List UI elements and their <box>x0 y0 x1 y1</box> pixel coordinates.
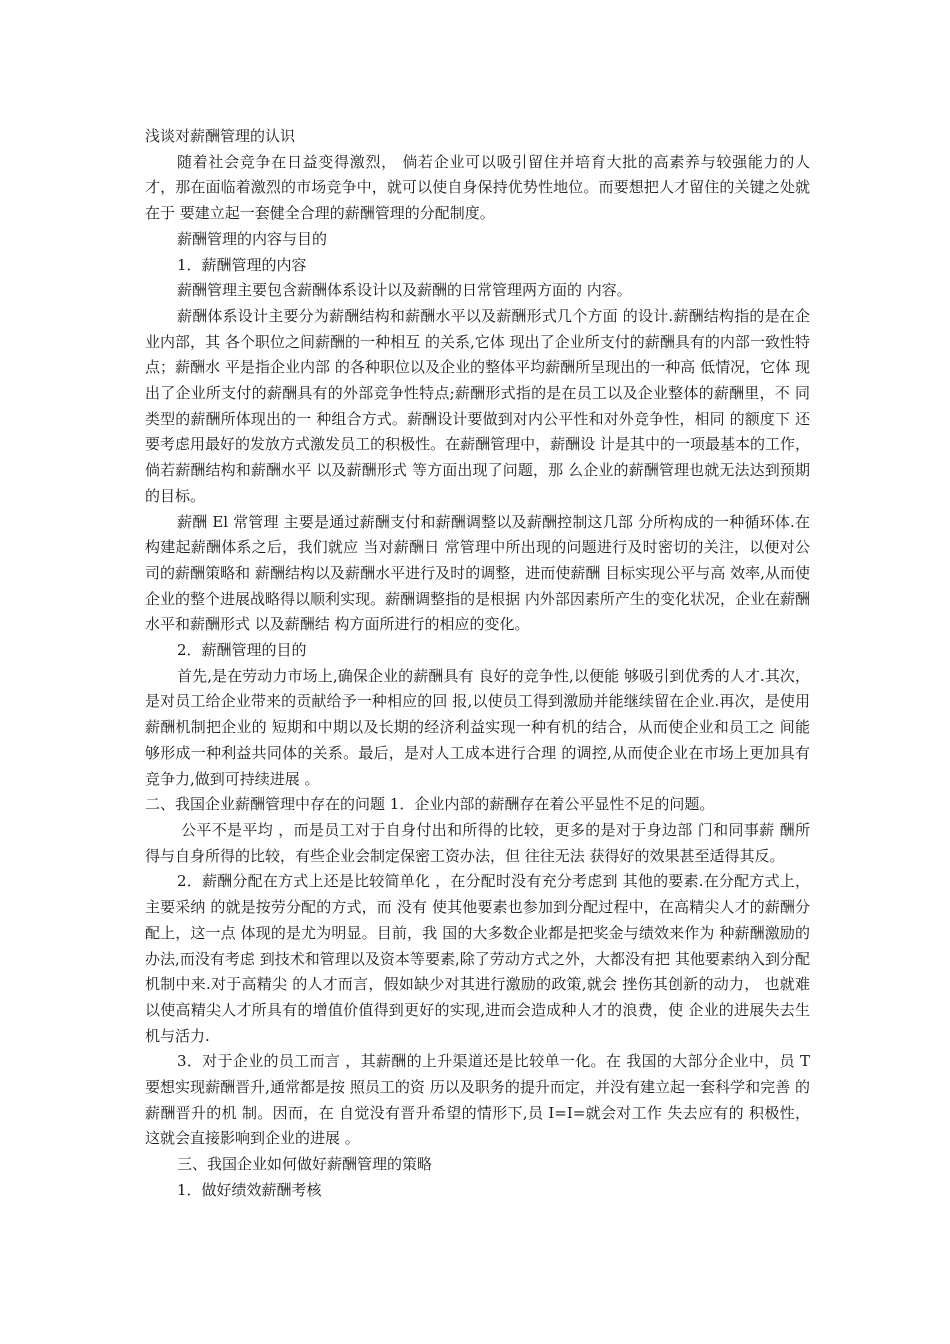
paragraph-fairness: 公平不是平均 ，而是员工对于自身付出和所得的比较，更多的是对于身边部 门和同事薪 酬所得与自身所得的比较，有些企业会制定保密工资办法，但 往往无法 获得好的效果甚至适得其反。 <box>145 820 810 865</box>
section-heading-strategies: 三、我国企业如何做好薪酬管理的策略 <box>177 1155 433 1174</box>
paragraph-purpose: 首先,是在劳动力市场上,确保企业的薪酬具有 良好的竞争性,以便能 够吸引到优秀的人才.其次，是对员工给企业带来的贡献给予一种相应的回 报,以使员工得到激励并能继续留在企业.再次，是使用薪酬机制把企业的 短期和中期以及长期的经济利益实现一种有机的结合，从而使企业和员工之 间能够形成一种利益共同体的关系。最后，是对人工成本进行合理 的调控,从而使企业在市场上更加具有竞争力,做到可持续进展 。 <box>145 666 810 788</box>
subheading-performance: 1．做好绩效薪酬考核 <box>177 1180 322 1199</box>
paragraph-daily-management: 薪酬 El 常管理 主要是通过薪酬支付和薪酬调整以及薪酬控制这几部 分所构成的一种循环体.在构建起薪酬体系之后，我们就应 当对薪酬日 常管理中所出现的问题进行及时密切的关注，以便对公 司的薪酬策略和 薪酬结构以及薪酬水平进行及时的调整，进而使薪酬 目标实现公平与高 效率,从而使 企业的整个进展战略得以顺利实现。薪酬调整指的是根据 内外部因素所产生的变化状况，企业在薪酬水平和薪酬形式 以及薪酬结 构方面所进行的相应的变化。 <box>145 512 810 634</box>
subheading-content: 1．薪酬管理的内容 <box>177 255 307 274</box>
document-page <box>145 124 810 1204</box>
paragraph-content-summary: 薪酬管理主要包含薪酬体系设计以及薪酬的日常管理两方面的 内容。 <box>177 281 632 300</box>
document-title: 浅谈对薪酬管理的认识 <box>145 127 296 145</box>
paragraph-intro: 随着社会竞争在日益变得激烈， 倘若企业可以吸引留住并培育大批的高素养与较强能力的人才，那在面临着激烈的市场竞争中，就可以使自身保持优势性地位。而要想把人才留住的关键之处就在于 要建立起一套健全合理的薪酬管理的分配制度。 <box>145 152 810 223</box>
paragraph-promotion: 3．对于企业的员工而言 ，其薪酬的上升渠道还是比较单一化。在 我国的大部分企业中，员 T 要想实现薪酬晋升,通常都是按 照员工的资 历以及职务的提升而定，并没有建立起一套科学和完善 的薪酬晋升的机 制。因而，在 自觉没有晋升希望的情形下,员 I=I=就会对工作 失去应有的 积极性，这就会直接影响到企业的进展 。 <box>145 1052 810 1148</box>
paragraph-distribution: 2．薪酬分配在方式上还是比较简单化 ，在分配时没有充分考虑到 其他的要素.在分配方式上，主要采纳 的就是按劳分配的方式，而 没有 使其他要素也参加到分配过程中，在高精尖人才的薪酬分配上，这一点 体现的是尤为明显。目前，我 国的大多数企业都是把奖金与绩效来作为 种薪酬激励的办法,而没有考虑 到技术和管理以及资本等要素,除了劳动方式之外，大都没有把 其他要素纳入到分配机制中来.对于高精尖 的人才而言，假如缺少对其进行激励的政策,就会 挫伤其创新的动力， 也就难以使高精尖人才所具有的增值价值得到更好的实现,进而会造成种人才的浪费，使 企业的进展失去生机与活力. <box>145 872 810 1045</box>
section-heading-content-purpose: 薪酬管理的内容与目的 <box>177 229 328 248</box>
subheading-purpose: 2．薪酬管理的目的 <box>177 641 307 660</box>
paragraph-system-design: 薪酬体系设计主要分为薪酬结构和薪酬水平以及薪酬形式几个方面 的设计.薪酬结构指的是在企业内部，其 各个职位之间薪酬的一种相互 的关系,它体 现出了企业所支付的薪酬具有的内部一致性特点；薪酬水 平是指企业内部 的各种职位以及企业的整体平均薪酬所呈现出的一种高 低情况，它体 现出了企业所支付的薪酬具有的外部竞争性特点;薪酬形式指的是在员工以及企业整体的薪酬里，不 同类型的薪酬所体现出的一 种组合方式。薪酬设计要做到对内公平性和对外竞争性，相同 的额度下 还要考虑用最好的发放方式激发员工的积极性。在薪酬管理中，薪酬设 计是其中的一项最基本的工作，倘若薪酬结构和薪酬水平 以及薪酬形式 等方面出现了问题，那 么企业的薪酬管理也就无法达到预期的目标。 <box>145 306 810 505</box>
section-heading-problems: 二、我国企业薪酬管理中存在的问题 1．企业内部的薪酬存在着公平显性不足的问题。 <box>145 795 715 814</box>
